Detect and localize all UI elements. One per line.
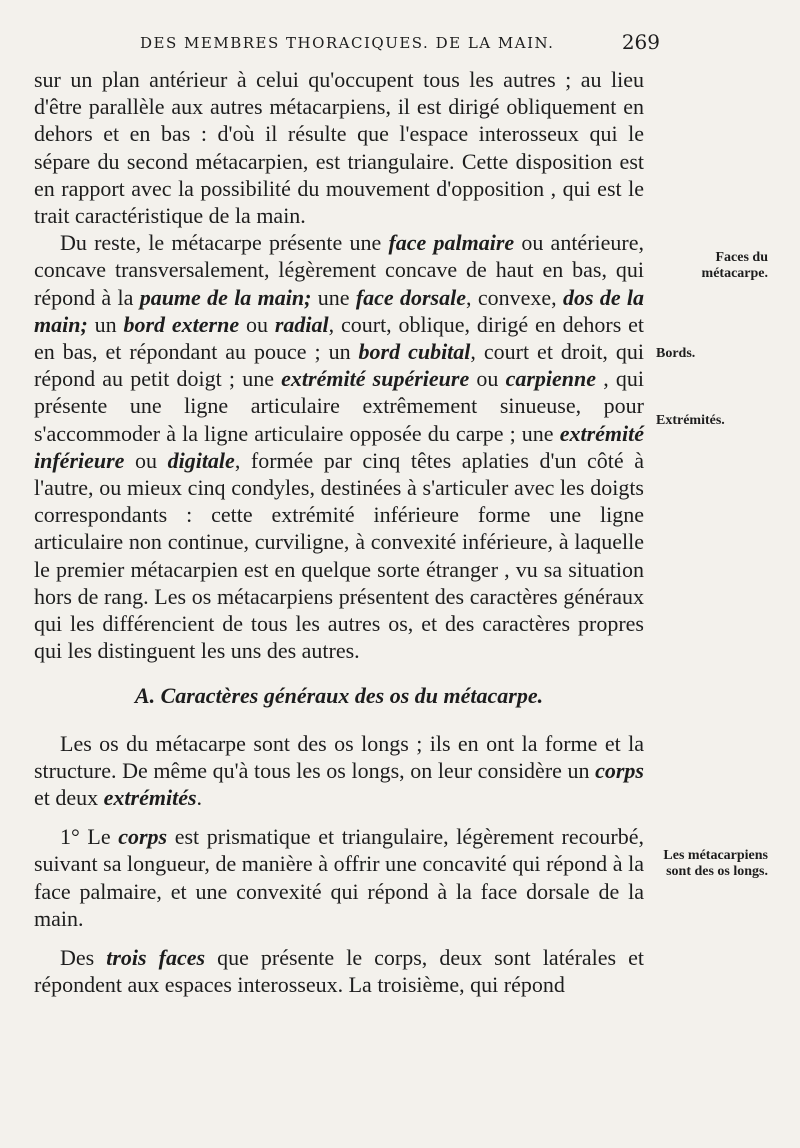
main-text xyxy=(34,66,644,999)
text-run: , court, oblique, dirigé en dehors et en bas, et répondant au pouce ; un xyxy=(34,311,645,365)
text-run: Du reste, le métacarpe présente une xyxy=(60,230,389,256)
emphasis-term: extrémité inférieure xyxy=(34,420,644,473)
emphasis-term: bord externe xyxy=(123,311,240,337)
emphasis-term: dos de la main; xyxy=(34,284,645,337)
emphasis-term: paume de la main; xyxy=(139,284,312,310)
page-number: 269 xyxy=(621,30,660,54)
text-run: . xyxy=(196,785,203,811)
running-title: DES MEMBRES THORACIQUES. DE LA MAIN. xyxy=(140,34,555,52)
paragraph-continuation: sur un plan antérieur à celui qu'occupent tous les autres ; au lieu d'être parallèle aux autres métacarpiens, il est dirigé obliquement en dehors et en bas : d'où il résulte que l'espace interosseux qui le sépare du second métacarpien, est triangulaire. Cette disposition est en rapport avec la possibilité du mouvement d'opposition , qui est le trait caractéristique de la main. xyxy=(34,67,644,229)
text-run: et deux xyxy=(34,785,104,811)
emphasis-term: face palmaire xyxy=(388,230,515,256)
paragraph-os-longs xyxy=(34,730,644,812)
emphasis-term: corps xyxy=(118,824,168,850)
emphasis-term: extrémité supérieure xyxy=(281,366,470,392)
text-run: ou xyxy=(469,366,506,392)
text-run: , formée par cinq têtes aplaties d'un côté à l'autre, ou mieux cinq condyles, destinées à s'articuler avec les doigts correspondants : cette extrémité inférieure forme une ligne articulaire non continue, curviligne, à convexité inférieure, à laquelle le premier métacarpien est en quelque sorte étranger , vu sa situation hors de rang. Les os métacarpiens présentent des caractères généraux qui les différencient de tous les autres os, et des caractères propres qui les distinguent les uns des autres. xyxy=(34,447,645,664)
text-run: Les os du métacarpe sont des os longs ; ils en ont la forme et la structure. De même qu'à tous les os longs, on leur considère un xyxy=(34,730,644,783)
emphasis-term: trois faces xyxy=(106,945,206,971)
emphasis-term: extrémités xyxy=(103,785,197,811)
text-run: , qui présente une ligne articulaire extrêmement sinueuse, pour s'accommoder à la ligne articulaire opposée du carpe ; une xyxy=(34,366,645,446)
paragraph-faces xyxy=(34,944,644,998)
text-run: ou xyxy=(239,311,275,337)
text-run: Des xyxy=(60,945,107,971)
text-run: 1° Le xyxy=(60,824,119,850)
section-heading: A. Caractères généraux des os du métacarpe. xyxy=(134,683,544,709)
emphasis-term: digitale xyxy=(167,447,235,473)
paragraph-corps xyxy=(34,823,644,932)
emphasis-term: radial xyxy=(274,311,329,337)
paragraph-metacarpe xyxy=(34,229,644,664)
page-header xyxy=(140,30,660,56)
margin-note-os-longs: Les métacarpiens sont des os longs. xyxy=(663,848,768,879)
text-run: que présente le corps, deux sont latérales et répondent aux espaces interosseux. La troisième, qui répond xyxy=(34,945,645,998)
margin-note-faces: Faces du métacarpe. xyxy=(701,250,768,281)
text-run: ou antérieure, concave transversalement, légèrement concave de haut en bas, qui répond à la xyxy=(34,230,644,310)
emphasis-term: face dorsale xyxy=(355,284,466,310)
text-run: ou xyxy=(124,447,168,473)
emphasis-term: carpienne xyxy=(505,366,597,392)
text-run: une xyxy=(311,284,356,310)
margin-note-bords: Bords. xyxy=(656,346,696,361)
emphasis-term: corps xyxy=(595,757,644,783)
margin-note-extremites: Extrémités. xyxy=(656,413,725,428)
text-run: est prismatique et triangulaire, légèrement recourbé, suivant sa longueur, de manière à offrir une concavité qui répond à la face palmaire, et une convexité qui répond à la face dorsale de la main. xyxy=(34,824,644,931)
text-run: , court et droit, qui répond au petit doigt ; une xyxy=(34,339,645,392)
text-run: un xyxy=(87,311,124,337)
emphasis-term: bord cubital xyxy=(358,339,471,365)
text-run: , convexe, xyxy=(466,284,563,310)
